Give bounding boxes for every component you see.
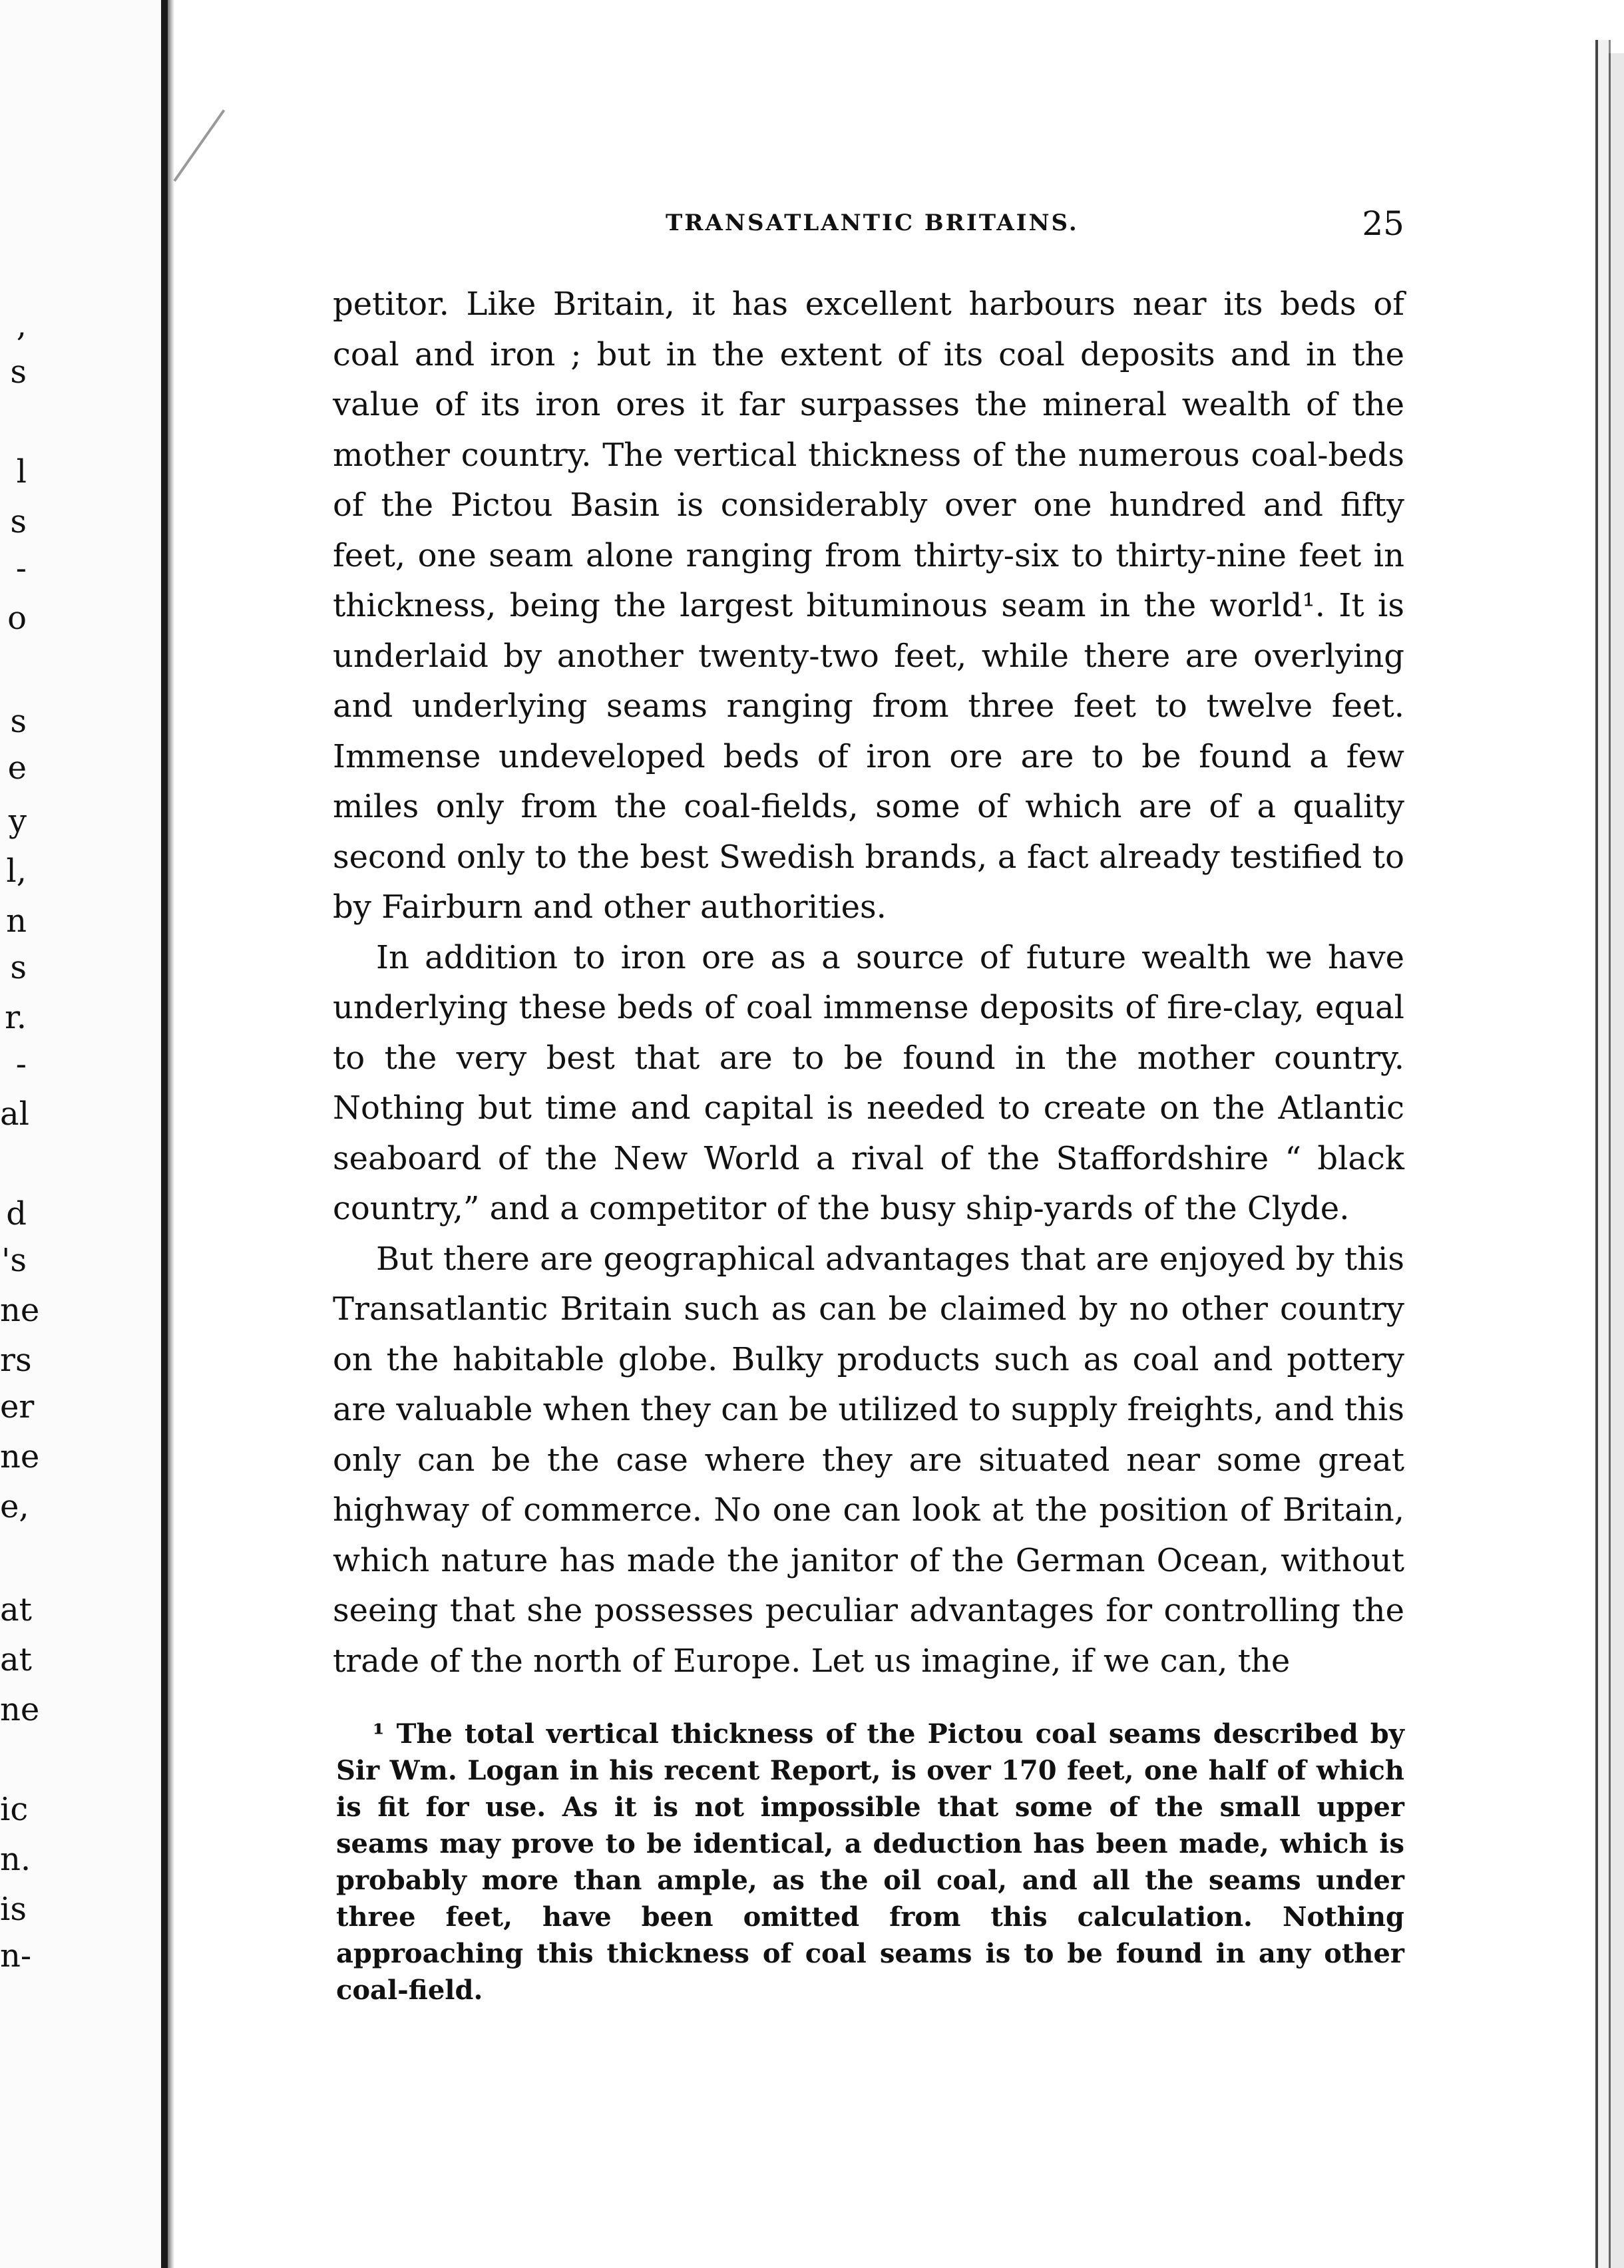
margin-fragment: r. (5, 999, 27, 1036)
margin-fragment: o (7, 600, 27, 637)
margin-fragment: ic (0, 1791, 29, 1828)
margin-fragment: s (10, 353, 27, 391)
footnote (336, 1716, 1404, 2008)
margin-fragment: y (8, 803, 27, 840)
margin-fragment: ne (0, 1691, 40, 1728)
paragraph-2: In addition to iron ore as a source of future wealth we have underlying these beds of coal immense deposits of fire-clay, equal to the very best that are to be found in the mother country. Nothing but time and capital is needed to create on the Atlantic seaboard of the New World a rival of the Staffordshire “ black country,” and a competitor of the busy ship-yards of the Clyde. (333, 938, 1404, 1227)
margin-fragment: ne (0, 1438, 40, 1475)
margin-fragment: at (0, 1591, 32, 1628)
margin-fragment: e (7, 749, 27, 787)
margin-fragment: - (15, 1045, 27, 1083)
margin-fragment: s (10, 949, 27, 986)
facing-page (0, 0, 166, 2268)
margin-fragment: is (0, 1891, 27, 1928)
margin-fragment: at (0, 1641, 32, 1678)
margin-fragment: ne (0, 1292, 40, 1329)
margin-fragment: l (16, 453, 27, 490)
margin-fragment: l, (6, 852, 27, 890)
margin-fragment: al (0, 1095, 29, 1133)
paragraph-3: But there are geographical advantages that are enjoyed by this Transatlantic Britain such as can be claimed by no other country on the habitable globe. Bulky products such as coal and pottery are valuable when they can be utilized to supply freights, and this only can be the case where they are situated near some great highway of commerce. No one can look at the position of Britain, which nature has made the janitor of the German Ocean, without seeing that she possesses peculiar advantages for controlling the trade of the north of Europe. Let us imagine, if we can, the (333, 1240, 1404, 1680)
paragraph-1: petitor. Like Britain, it has excellent harbours near its beds of coal and iron ; but in the extent of its coal deposits and in the value of its iron ores it far surpasses the mineral wealth of the mother country. The vertical thickness of the numerous coal-beds of the Pictou Basin is considerably over one hundred and fifty feet, one seam alone ranging from thirty-six to thirty-nine feet in thickness, being the largest bituminous seam in the world¹. It is underlaid by another twenty-two feet, while there are overlying and underlying seams ranging from three feet to twelve feet. Immense undeveloped beds of iron ore are to be found a few miles only from the coal-fields, some of which are of a quality second only to the best Swedish brands, a fact already testified to by Fairburn and other authorities. (333, 285, 1404, 926)
margin-fragment: n. (0, 1841, 31, 1878)
body-text (333, 280, 1404, 1686)
margin-fragment: s (10, 503, 27, 540)
scan-mark (173, 109, 225, 182)
margin-fragment: rs (0, 1342, 32, 1379)
facing-page-text (0, 0, 40, 2268)
page-header (333, 204, 1404, 250)
page-number: 25 (1362, 204, 1404, 243)
running-head: TRANSATLANTIC BRITAINS. (666, 210, 1079, 236)
margin-fragment: , (16, 307, 27, 344)
margin-fragment: 's (1, 1242, 27, 1279)
margin-fragment: e, (0, 1488, 29, 1525)
margin-fragment: - (15, 550, 27, 587)
binding-shadow (168, 0, 174, 2268)
footnote-text: ¹ The total vertical thickness of the Pictou coal seams described by Sir Wm. Logan in his recent Report, is over 170 feet, one half of which is fit for use. As it is not impossible that some of the small upper seams may prove to be identical, a deduction has been made, which is probably more than ample, as the oil coal, and all the seams under three feet, have been omitted from this calculation. Nothing approaching this thickness of coal seams is to be found in any other coal-field. (336, 1718, 1404, 2006)
page-edge-outer (1609, 53, 1624, 2268)
margin-fragment: er (0, 1388, 35, 1425)
margin-fragment: n- (0, 1937, 32, 1975)
margin-fragment: n (6, 902, 27, 940)
binding-edge (161, 0, 168, 2268)
margin-fragment: s (10, 703, 27, 740)
margin-fragment: d (6, 1195, 27, 1232)
